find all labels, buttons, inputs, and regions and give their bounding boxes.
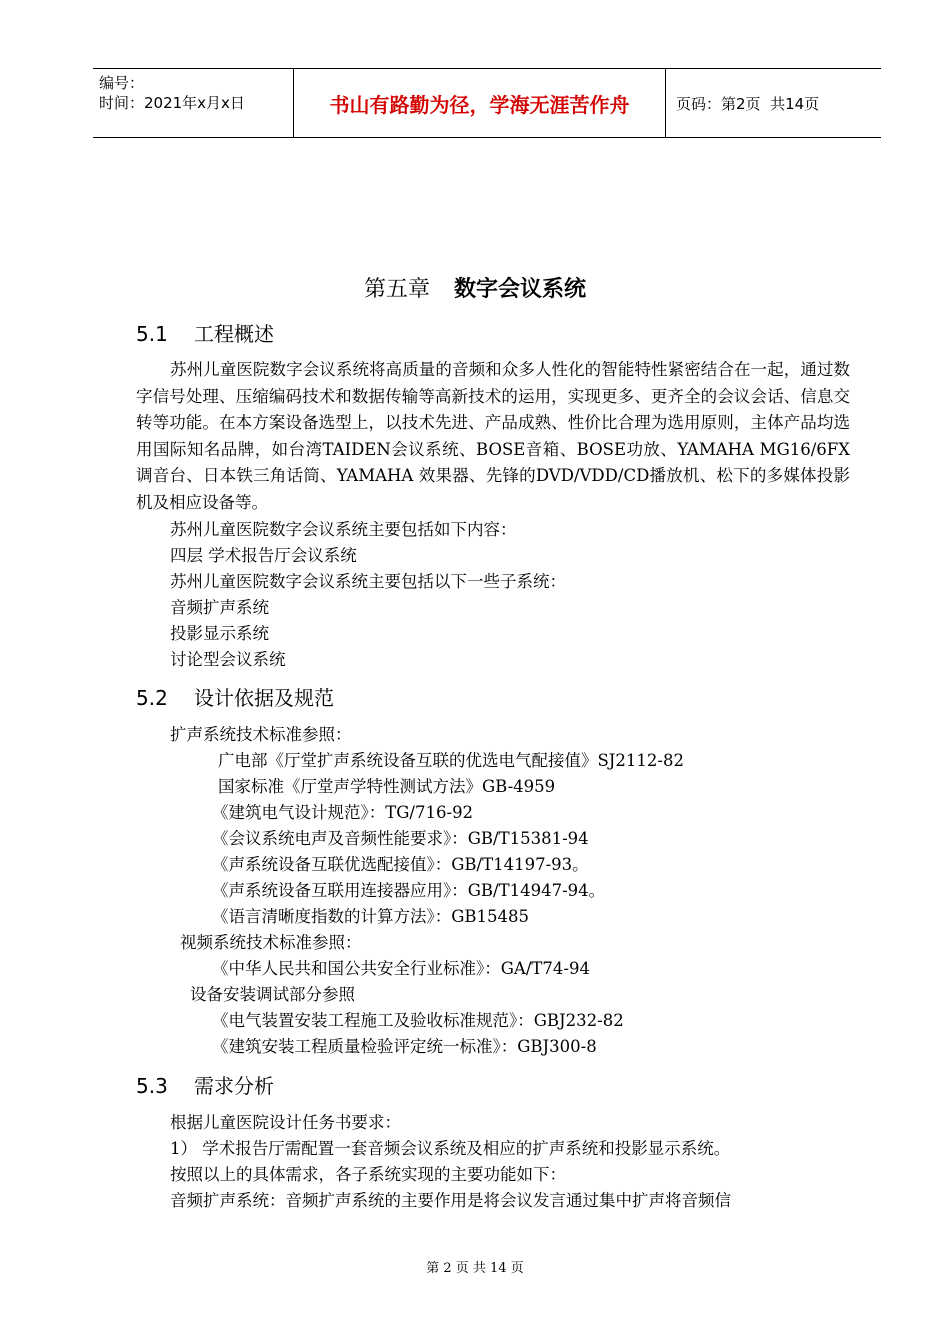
chapter-number: 第五章 bbox=[363, 277, 430, 302]
text-line: 苏州儿童医院数字会议系统主要包括以下一些子系统： bbox=[170, 572, 566, 591]
text-line: 设备安装调试部分参照 bbox=[190, 985, 355, 1004]
text-line: 苏州儿童医院数字会议系统主要包括如下内容： bbox=[170, 520, 517, 539]
page-footer: 第 2 页 共 14 页 bbox=[426, 1261, 524, 1276]
text-line: 讨论型会议系统 bbox=[170, 650, 286, 669]
section-number: 5.3 bbox=[136, 1074, 168, 1098]
section-number: 5.1 bbox=[136, 322, 168, 346]
standard-item: 《会议系统电声及音频性能要求》：GB/T15381-94 bbox=[212, 829, 589, 848]
page-header bbox=[93, 68, 881, 138]
header-page-label: 页码：第2页 共14页 bbox=[676, 94, 820, 113]
text-line: 根据儿童医院设计任务书要求： bbox=[170, 1113, 401, 1132]
text-line: 视频系统技术标准参照： bbox=[180, 933, 362, 952]
section-heading-5-3 bbox=[136, 1070, 274, 1099]
header-code: 编号： bbox=[99, 74, 145, 92]
chapter-title bbox=[0, 272, 950, 303]
standard-item: 国家标准《厅堂声学特性测试方法》GB-4959 bbox=[218, 777, 556, 796]
text-line: 投影显示系统 bbox=[170, 624, 269, 643]
standard-item: 《建筑安装工程质量检验评定统一标准》：GBJ300-8 bbox=[212, 1037, 597, 1056]
text-line: 音频扩声系统 bbox=[170, 598, 269, 617]
section-number: 5.2 bbox=[136, 686, 168, 710]
section-heading-5-1 bbox=[136, 318, 274, 347]
standard-item: 《中华人民共和国公共安全行业标准》：GA/T74-94 bbox=[212, 959, 590, 978]
overview-paragraph: 苏州儿童医院数字会议系统将高质量的音频和众多人性化的智能特性紧密结合在一起，通过数字信号处理、压缩编码技术和数据传输等高新技术的运用，实现更多、更齐全的会议会话、信息交转等功能。在本方案设备选型上，以技术先进、产品成熟、性价比合理为选用原则，主体产品均选用国际知名品牌，如台湾TAIDEN会议系统、BOSE音箱、BOSE功放、YAMAHA MG16/6FX调音台、日本铁三角话筒、YAMAHA 效果器、先锋的DVD/VDD/CD播放机、松下的多媒体投影机及相应设备等。 bbox=[136, 360, 850, 512]
section-title: 工程概述 bbox=[194, 322, 274, 346]
header-page-info bbox=[666, 69, 881, 137]
text-line: 按照以上的具体需求，各子系统实现的主要功能如下： bbox=[170, 1165, 566, 1184]
standard-item: 广电部《厅堂扩声系统设备互联的优选电气配接值》SJ2112-82 bbox=[218, 751, 684, 770]
standard-item: 《电气装置安装工程施工及验收标准规范》：GBJ232-82 bbox=[212, 1011, 624, 1030]
text-line: 扩声系统技术标准参照： bbox=[170, 725, 352, 744]
standard-item: 《声系统设备互联优选配接值》：GB/T14197-93。 bbox=[212, 855, 589, 874]
header-time: 时间：2021年x月x日 bbox=[99, 94, 245, 112]
standard-item: 《声系统设备互联用连接器应用》：GB/T14947-94。 bbox=[212, 881, 606, 900]
chapter-name: 数字会议系统 bbox=[454, 277, 587, 302]
header-meta bbox=[93, 69, 293, 137]
standard-item: 《语言清晰度指数的计算方法》：GB15485 bbox=[212, 907, 530, 926]
text-line: 四层 学术报告厅会议系统 bbox=[170, 546, 357, 565]
section-heading-5-2 bbox=[136, 682, 334, 711]
section-title: 设计依据及规范 bbox=[194, 686, 334, 710]
text-line: 音频扩声系统：音频扩声系统的主要作用是将会议发言通过集中扩声将音频信 bbox=[170, 1191, 731, 1210]
section-title: 需求分析 bbox=[194, 1074, 274, 1098]
standard-item: 《建筑电气设计规范》：TG/716-92 bbox=[212, 803, 474, 822]
text-line: 1） 学术报告厅需配置一套音频会议系统及相应的扩声系统和投影显示系统。 bbox=[170, 1139, 731, 1158]
header-motto: 书山有路勤为径，学海无涯苦作舟 bbox=[293, 69, 666, 137]
